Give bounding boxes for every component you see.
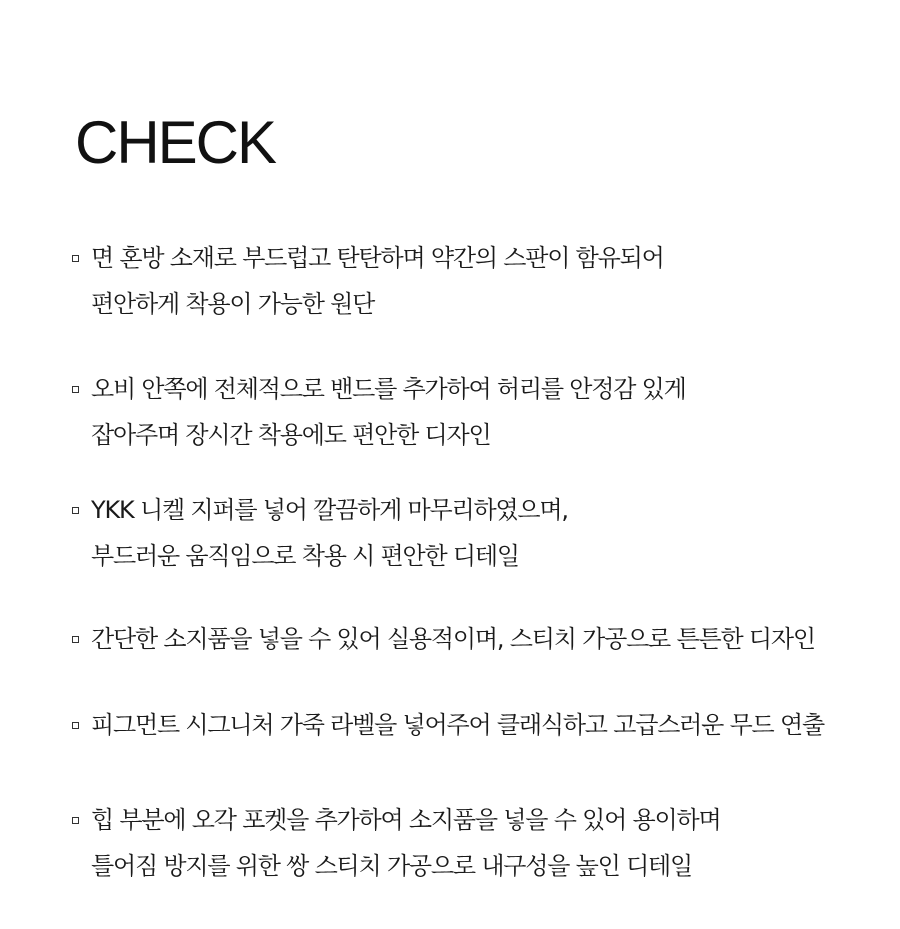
square-bullet-icon xyxy=(72,255,79,262)
feature-text: 힙 부분에 오각 포켓을 추가하여 소지품을 넣을 수 있어 용이하며 xyxy=(91,806,721,834)
feature-item xyxy=(72,616,882,662)
feature-item xyxy=(72,487,882,579)
feature-text: 간단한 소지품을 넣을 수 있어 실용적이며, 스티치 가공으로 튼튼한 디자인 xyxy=(91,625,815,653)
feature-line xyxy=(72,702,882,748)
feature-line xyxy=(72,487,882,533)
feature-item xyxy=(72,702,882,748)
square-bullet-icon xyxy=(72,636,79,643)
feature-line xyxy=(72,412,882,458)
feature-line xyxy=(72,616,882,662)
feature-text: 면 혼방 소재로 부드럽고 탄탄하며 약간의 스판이 함유되어 xyxy=(91,244,664,272)
feature-line xyxy=(72,281,882,327)
feature-text: 오비 안쪽에 전체적으로 밴드를 추가하여 허리를 안정감 있게 xyxy=(91,375,686,403)
square-bullet-icon xyxy=(72,386,79,393)
feature-text: YKK 니켈 지퍼를 넣어 깔끔하게 마무리하였으며, xyxy=(91,496,568,524)
feature-line xyxy=(72,366,882,412)
feature-line xyxy=(72,797,882,843)
square-bullet-icon xyxy=(72,507,79,514)
feature-line xyxy=(72,843,882,889)
feature-text: 피그먼트 시그니처 가죽 라벨을 넣어주어 클래식하고 고급스러운 무드 연출 xyxy=(91,711,824,739)
feature-text: 부드러운 움직임으로 착용 시 편안한 디테일 xyxy=(91,542,519,570)
feature-line xyxy=(72,235,882,281)
feature-item xyxy=(72,366,882,458)
feature-text: 잡아주며 장시간 착용에도 편안한 디자인 xyxy=(91,421,491,449)
feature-item xyxy=(72,797,882,889)
feature-text: 틀어짐 방지를 위한 쌍 스티치 가공으로 내구성을 높인 디테일 xyxy=(91,852,693,880)
feature-text: 편안하게 착용이 가능한 원단 xyxy=(91,290,375,318)
feature-line xyxy=(72,533,882,579)
square-bullet-icon xyxy=(72,817,79,824)
square-bullet-icon xyxy=(72,722,79,729)
feature-item xyxy=(72,235,882,327)
page-title: CHECK xyxy=(75,109,276,176)
